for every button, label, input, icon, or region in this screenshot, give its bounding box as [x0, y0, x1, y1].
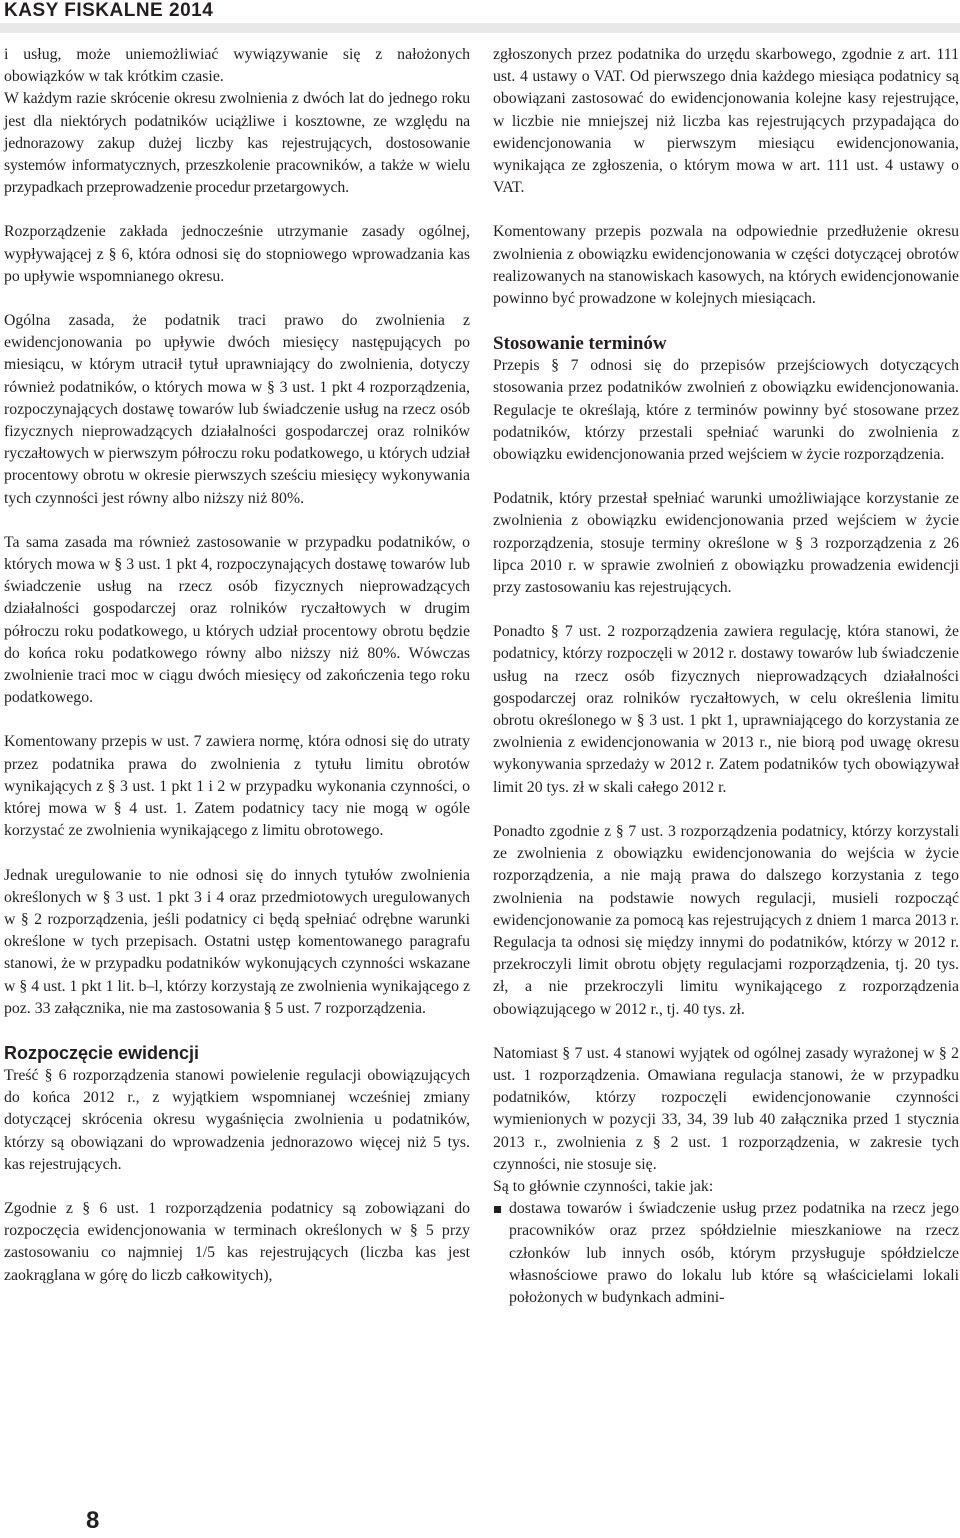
- paragraph: Są to głównie czynności, takie jak:: [493, 1177, 714, 1195]
- section-heading: Rozpoczęcie ewidencji: [4, 1042, 200, 1063]
- list-item: [493, 1198, 959, 1309]
- paragraph: Natomiast § 7 ust. 4 stanowi wyjątek od ogólnej zasady wyrażonej w § 2 ust. 1 rozporządzenia. Omawiana regulacja stanowi, że w przypadku podatników, którzy rozpoczęli ewidencjonowanie czynności wymienionych w pozycji 33, 34, 39 lub 40 załącznika przed 1 stycznia 2013 r., zwolnienia z § 2 ust. 1 rozporządzenia, w zakresie tych czynności, nie stosuje się.: [493, 1044, 959, 1173]
- header-title: KASY FISKALNE 2014: [4, 0, 214, 21]
- left-column: [4, 44, 470, 1287]
- paragraph: Ta sama zasada ma również zastosowanie w przypadku podatników, o których mowa w § 3 ust. 1 pkt 4, rozpoczynających dostawę towarów lub świadczenie usług na rzecz osób fizycznych nieprowadzących działalności gospodarczej oraz rolników ryczałtowych w drugim półroczu roku podatkowego, u których udział procentowy obrotu będzie do końca roku podatkowego równy albo niższy niż 80%. Wówczas zwolnienie traci moc w ciągu dwóch miesięcy od zakończenia tego roku podatkowego.: [4, 533, 470, 707]
- paragraph: i usług, może uniemożliwiać wywiązywanie się z nałożonych obowiązków w tak krótkim czasie.: [4, 46, 470, 86]
- paragraph: Ponadto § 7 ust. 2 rozporządzenia zawiera regulację, która stanowi, że podatnicy, którzy rozpoczęli w 2012 r. dostawy towarów lub świadczenie usług na rzecz osób fizycznych nieprowadzących działalności gospodarczej oraz rolników ryczałtowych, w celu określenia limitu obrotu określonego w § 3 ust. 1 pkt 1, uprawniającego do korzystania ze zwolnienia z ewidencjonowania w 2013 r., nie biorą pod uwagę okresu wykonywania sprzedaży w 2012 r. Zatem podatników tych obowiązywał limit 20 tys. zł w skali całego 2012 r.: [493, 623, 959, 796]
- paragraph: Ponadto zgodnie z § 7 ust. 3 rozporządzenia podatnicy, którzy korzystali ze zwolnienia z obowiązku ewidencjonowania do wejścia w życie rozporządzenia, a nie mają prawa do dalszego korzystania z tego zwolnienia na podstawie nowych regulacji, musieli rozpocząć ewidencjonowanie za pomocą kas rejestrujących z dniem 1 marca 2013 r. Regulacja ta odnosi się między innymi do podatników, którzy w 2012 r. przekroczyli limit obrotu objęty regulacjami rozporządzenia, tj. 20 tys. zł, a nie przekroczyli limitu wynikającego z rozporządzenia obowiązującego w 2012 r., tj. 40 tys. zł.: [493, 822, 959, 1018]
- paragraph: Jednak uregulowanie to nie odnosi się do innych tytułów zwolnienia określonych w § 3 ust. 1 pkt 3 i 4 oraz przedmiotowych uregulowanych w § 2 rozporządzenia, jeśli podatnicy ci będą spełniać odrębne warunki określone w tych przepisach. Ostatni ustęp komentowanego paragrafu stanowi, że w przypadku podatników wykonujących czynności wskazane w § 4 ust. 1 pkt 1 lit. b–l, którzy korzystają ze zwolnienia wynikającego z poz. 33 załącznika, nie ma zastosowania § 5 ust. 7 rozporządzenia.: [4, 866, 470, 1017]
- header-rule: [0, 23, 960, 33]
- running-header: [0, 0, 960, 36]
- paragraph: Rozporządzenie zakłada jednocześnie utrzymanie zasady ogólnej, wypływającej z § 6, która odnosi się do stopniowego wprowadzania kas po upływie wspomnianego okresu.: [4, 223, 470, 285]
- page-number: 8: [86, 1507, 100, 1534]
- section-heading: Stosowanie terminów: [493, 333, 667, 355]
- paragraph: Podatnik, który przestał spełniać warunki umożliwiające korzystanie ze zwolnienia z obowiązku ewidencjonowania przed wejściem w życie rozporządzenia, stosuje terminy określone w § 3 rozporządzenia z 26 lipca 2010 r. w sprawie zwolnień z obowiązku prowadzenia ewidencji przy zastosowaniu kas rejestrujących.: [493, 490, 959, 597]
- paragraph: zgłoszonych przez podatnika do urzędu skarbowego, zgodnie z art. 111 ust. 4 ustawy o VAT. Od pierwszego dnia każdego miesiąca podatnicy są obowiązani zastosować do ewidencjonowania kolejne kasy rejestrujące, w liczbie nie mniejszej niż liczba kas rejestrujących przypadająca do ewidencjonowania w pierwszym miesiącu ewidencjonowania, wynikająca ze zgłoszenia, o którym mowa w art. 111 ust. 4 ustawy o VAT.: [493, 46, 959, 197]
- paragraph: Przepis § 7 odnosi się do przepisów przejściowych dotyczących stosowania przez podatników zwolnień z obowiązku ewidencjonowania. Regulacje te określają, które z terminów powinny być stosowane przez podatników, którzy przestali spełniać warunki do zwolnienia z obowiązku ewidencjonowania przed wejściem w życie rozporządzenia.: [493, 357, 959, 464]
- paragraph: Komentowany przepis pozwala na odpowiednie przedłużenie okresu zwolnienia z obowiązku ewidencjonowania w części dotyczącej obrotów realizowanych na stanowiskach kasowych, na których ewidencjonowanie powinno być prowadzone w kolejnych miesiącach.: [493, 223, 959, 308]
- paragraph: Ogólna zasada, że podatnik traci prawo do zwolnienia z ewidencjonowania po upływie dwóch miesięcy następujących po miesiącu, w którym utracił tytuł uprawniający do zwolnienia, dotyczy również podatników, o których mowa w § 3 ust. 1 pkt 4 rozporządzenia, rozpoczynających dostawę towarów lub świadczenie usług na rzecz osób fizycznych nieprowadzących działalności gospodarczej oraz rolników ryczałtowych w pierwszym półroczu roku podatkowego, u których udział procentowy obrotu w okresie pierwszych sześciu miesięcy wykonywania tych czynności jest równy albo niższy niż 80%.: [4, 312, 470, 507]
- paragraph: Treść § 6 rozporządzenia stanowi powielenie regulacji obowiązujących do końca 2012 r., z wyjątkiem wspomnianej wcześniej zmiany dotyczącej skrócenia okresu wygaśnięcia zwolnienia u podatników, którzy są obowiązani do wprowadzenia jednorazowo więcej niż 5 tys. kas rejestrujących.: [4, 1066, 470, 1173]
- paragraph: Komentowany przepis w ust. 7 zawiera normę, która odnosi się do utraty przez podatnika prawa do zwolnienia z tytułu limitu obrotów wynikających z § 3 ust. 1 pkt 1 i 2 w przypadku wykonania czynności, o której mowa w § 4 ust. 1. Zatem podatnicy tacy nie mogą w ogóle korzystać ze zwolnienia wynikającego z limitu obrotowego.: [4, 733, 470, 840]
- paragraph: W każdym razie skrócenie okresu zwolnienia z dwóch lat do jednego roku jest dla niektórych podatników uciążliwe i kosztowne, ze względu na jednorazowy zakup dużej liczby kas rejestrujących, dostosowanie systemów informatycznych, przeszkolenie pracowników, a także w wielu przypadkach przeprowadzenie procedur przetargowych.: [4, 90, 470, 197]
- right-column: [493, 44, 959, 1309]
- square-bullet-icon: [494, 1206, 501, 1213]
- list-item-text: dostawa towarów i świadczenie usług przez podatnika na rzecz jego pracowników oraz przez spółdzielnie mieszkaniowe na rzecz członków lub innych osób, którym przysługuje spółdzielcze własnościowe prawo do lokalu lub które są właścicielami lokali położonych w budynkach admini-: [509, 1200, 959, 1306]
- paragraph: Zgodnie z § 6 ust. 1 rozporządzenia podatnicy są zobowiązani do rozpoczęcia ewidencjonowania w terminach określonych w § 5 przy zastosowaniu co najmniej 1/5 kas rejestrujących (liczba kas jest zaokrąglana w górę do liczb całkowitych),: [4, 1199, 470, 1284]
